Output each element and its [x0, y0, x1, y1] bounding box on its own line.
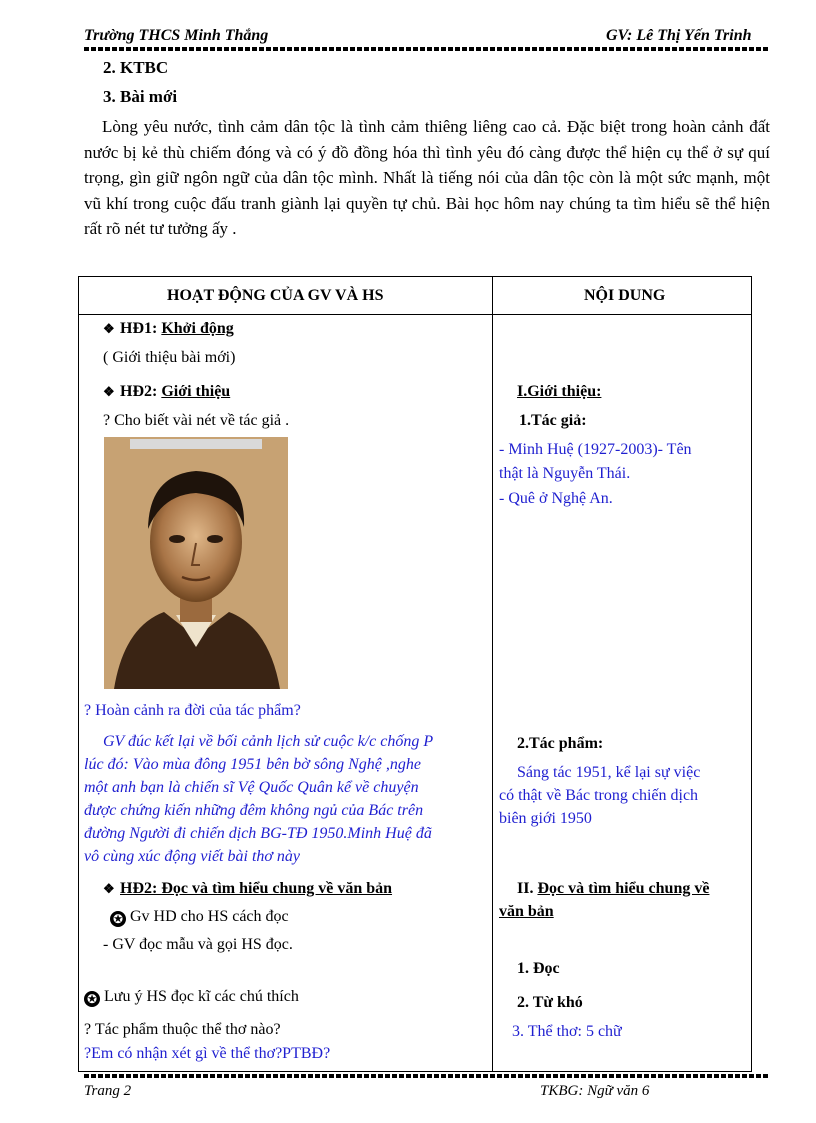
hd3-title: HĐ2: Đọc và tìm hiểu chung về văn bản [120, 880, 393, 897]
star-circle-icon: ✪ [110, 911, 126, 927]
content-work-heading: 2.Tác phẩm: [517, 735, 604, 752]
hd1-title: Khởi động [161, 320, 234, 337]
col-header-content: NỘI DUNG [584, 287, 666, 304]
gv-line-6: vô cùng xúc động viết bài thơ này [84, 848, 301, 865]
hd1-note: ( Giới thiệu bài mới) [103, 349, 236, 366]
header-divider [84, 47, 770, 51]
author-line-2: thật là Nguyễn Thái. [499, 465, 631, 482]
header-school: Trường THCS Minh Thắng [84, 27, 269, 44]
diamond-bullet-icon: ❖ [103, 881, 115, 896]
header-teacher: GV: Lê Thị Yến Trinh [606, 27, 752, 44]
author-line-3: - Quê ở Nghệ An. [499, 490, 613, 507]
hd1-heading [103, 320, 234, 338]
intro-paragraph [84, 114, 770, 242]
star-circle-icon: ✪ [84, 991, 100, 1007]
gv-line-1: GV đúc kết lại về bối cảnh lịch sử cuộc k/c chống P [103, 733, 434, 750]
hd3-heading [103, 880, 392, 898]
photo-caption-strip [130, 439, 262, 449]
item-reading: 1. Đọc [517, 960, 560, 977]
footer-subject: TKBG: Ngữ văn 6 [540, 1083, 650, 1099]
gv-line-2: lúc đó: Vào mùa đông 1951 bên bờ sông Nghệ ,nghe [84, 756, 421, 773]
col-header-activities: HOẠT ĐỘNG CỦA GV VÀ HS [167, 287, 384, 304]
content-reading-heading [517, 880, 709, 898]
diamond-bullet-icon: ❖ [103, 384, 115, 399]
note-annotations [84, 988, 299, 1007]
hd2-prefix: HĐ2: [120, 383, 162, 400]
hd2-title: Giới thiệu [161, 383, 231, 400]
hd1-prefix: HĐ1: [120, 320, 162, 337]
reading-line-1: Đọc và tìm hiểu chung về [537, 880, 710, 897]
column-divider [492, 277, 493, 1071]
portrait-svg [104, 437, 288, 689]
section-bai-moi: 3. Bài mới [103, 87, 178, 106]
gv-line-4: được chứng kiến những đêm không ngủ của Bác trên [84, 802, 424, 819]
gv-line-3: một anh bạn là chiến sĩ Vệ Quốc Quân kể về chuyện [84, 779, 419, 796]
item-poem-form: 3. Thể thơ: 5 chữ [512, 1023, 622, 1040]
teacher-reads: - GV đọc mẫu và gọi HS đọc. [103, 936, 293, 953]
reading-prefix: II. [517, 880, 538, 897]
content-author-heading: 1.Tác giả: [519, 412, 587, 429]
footer-divider [84, 1074, 770, 1078]
gv-line-5: đường Người đi chiến dịch BG-TĐ 1950.Minh Huệ đã [84, 825, 432, 842]
intro-text: Lòng yêu nước, tình cảm dân tộc là tình cảm thiêng liêng cao cả. Đặc biệt trong hoàn cảnh đất nước bị kẻ thù chiếm đóng và có ý đồ đồng hóa thì tình yêu đó càng được thể hiện cụ thể ở sự quí trọng, gìn giữ ngôn ngữ của dân tộc mình. Nhất là tiếng nói của dân tộc còn là một sức mạnh, một vũ khí trong cuộc đấu tranh giành lại quyền tự chủ. Bài học hôm nay chúng ta tìm hiểu sẽ thể hiện rất rõ nét tư tưởng ấy . [84, 117, 770, 238]
guide-reading-text: Gv HD cho HS cách đọc [130, 908, 289, 925]
reading-line-2: văn bản [499, 903, 554, 920]
question-author: ? Cho biết vài nét về tác giả . [103, 412, 290, 429]
note-annotations-text: Lưu ý HS đọc kĩ các chú thích [104, 988, 299, 1005]
question-poem-form: ? Tác phẩm thuộc thể thơ nào? [84, 1021, 281, 1038]
item-vocab: 2. Từ khó [517, 994, 583, 1011]
question-comment: ?Em có nhận xét gì về thể thơ?PTBĐ? [84, 1045, 331, 1062]
footer-page: Trang 2 [84, 1083, 132, 1099]
author-portrait [104, 437, 288, 689]
work-line-1: Sáng tác 1951, kể lại sự việc [517, 764, 701, 781]
header-row-divider [79, 314, 751, 315]
author-line-1: - Minh Huệ (1927-2003)- Tên [499, 441, 692, 458]
hd2-heading [103, 383, 230, 401]
section-ktbc: 2. KTBC [103, 58, 169, 77]
question-context: ? Hoàn cảnh ra đời của tác phẩm? [84, 702, 301, 719]
work-line-3: biên giới 1950 [499, 810, 592, 827]
guide-reading [110, 908, 289, 927]
diamond-bullet-icon: ❖ [103, 321, 115, 336]
content-intro-heading: I.Giới thiệu: [517, 383, 602, 400]
work-line-2: có thật về Bác trong chiến dịch [499, 787, 699, 804]
